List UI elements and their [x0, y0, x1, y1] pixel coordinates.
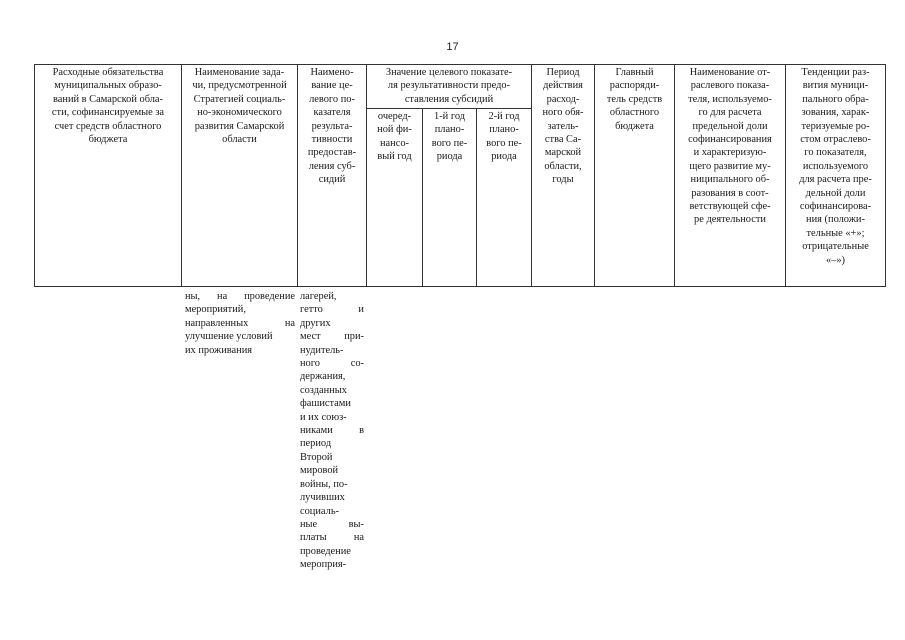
header-line: вития муници- — [802, 80, 869, 92]
continuation-task-text — [185, 290, 295, 357]
header-line: ной фи- — [377, 124, 412, 136]
continuation-line: войны, по- — [300, 478, 348, 490]
header-line: ваний в Самарской обла- — [53, 93, 163, 105]
header-line: ре деятельности — [694, 214, 766, 226]
continuation-line: улучшение условий — [185, 331, 273, 343]
header-line: Период — [546, 67, 580, 78]
header-line: левого по- — [309, 93, 355, 105]
header-line: для расчета пре- — [799, 174, 872, 186]
header-line: дельной доли — [805, 187, 866, 199]
header-line: вого пе- — [431, 137, 468, 149]
header-line: Наимено- — [310, 67, 354, 78]
continuation-line: социаль- — [300, 505, 340, 517]
continuation-line: держания, — [300, 371, 346, 383]
header-line: ства Са- — [544, 134, 582, 146]
header-line: расход- — [546, 93, 580, 105]
header-line: Значение целевого показате- — [385, 67, 513, 78]
header-line: области — [222, 134, 257, 146]
header-validity-period — [532, 65, 594, 188]
header-line: Главный — [615, 67, 654, 78]
header-task-name — [182, 65, 297, 147]
header-expense-obligations — [35, 65, 181, 147]
header-line: но-экономического — [197, 107, 282, 119]
header-indicator-value-group — [367, 65, 531, 107]
continuation-line: мероприятий, — [185, 304, 246, 316]
header-line: затель- — [547, 120, 579, 132]
header-line: муниципальных образо- — [54, 80, 162, 92]
header-line: ния (положи- — [806, 214, 865, 226]
header-line: вание це- — [311, 80, 353, 92]
header-line: очеред- — [377, 111, 412, 122]
header-line: ниципального об- — [690, 174, 770, 186]
header-line: зования, харак- — [801, 107, 870, 119]
header-line: сти, софинансируемые за — [51, 107, 165, 119]
header-line: раслевого показа- — [690, 80, 770, 92]
header-line: ставления субсидий — [404, 93, 494, 105]
header-line: бюджета — [615, 120, 654, 132]
header-line: используемого — [802, 160, 869, 172]
header-line: риода — [436, 151, 463, 163]
header-line: щего развитие му- — [689, 160, 771, 172]
header-line: марской — [544, 147, 582, 159]
header-line: и характеризую- — [693, 147, 767, 159]
header-plan-year-1 — [423, 109, 476, 165]
header-line: годы — [552, 174, 574, 186]
continuation-line: период — [300, 438, 332, 450]
continuation-line: никами в — [300, 425, 364, 437]
header-line: счет средств областного — [54, 120, 162, 132]
continuation-line: мировой — [300, 465, 339, 477]
header-line: области, — [544, 160, 582, 172]
header-line: результа- — [311, 120, 353, 132]
header-line: стом отраслево- — [800, 134, 871, 146]
header-line: нансо- — [379, 137, 409, 149]
header-development-trends — [786, 65, 885, 268]
header-line: Стратегией социаль- — [193, 93, 286, 105]
header-line: отрицательные — [802, 241, 869, 253]
header-line: Расходные обязательства — [52, 67, 164, 78]
header-line: Наименование от- — [689, 67, 771, 78]
header-line: распоряди- — [609, 80, 660, 92]
header-line: го для расчета — [698, 107, 762, 119]
header-line: развития Самарской — [194, 120, 285, 132]
header-line: предельной доли — [692, 120, 768, 132]
header-line: 1-й год — [434, 111, 465, 122]
header-line: 2-й год — [488, 111, 520, 122]
header-current-year — [367, 109, 422, 165]
table-bottom-border — [34, 286, 886, 287]
header-line: тельные «+»; — [806, 227, 865, 239]
header-line: ления суб- — [308, 160, 356, 172]
continuation-line: направленных на — [185, 317, 295, 329]
header-line: бюджета — [88, 134, 128, 146]
header-line: ля результативности предо- — [387, 80, 511, 92]
header-line: Наименование зада- — [194, 67, 285, 78]
header-line: чи, предусмотренной — [192, 80, 287, 92]
header-line: го показателя, — [804, 147, 867, 159]
header-line: риода — [491, 151, 517, 163]
continuation-line: нудитель- — [300, 344, 344, 356]
header-line: тивности — [311, 134, 353, 146]
page-number: 17 — [446, 41, 459, 53]
header-line: софинансирования — [688, 134, 772, 146]
header-line: вый год — [377, 151, 412, 163]
header-line: софинансирова- — [799, 201, 872, 213]
header-line: разования в соот- — [691, 187, 769, 199]
header-line: казателя — [313, 107, 351, 119]
table-right-border — [885, 64, 886, 287]
header-line: вого пе- — [486, 137, 522, 149]
continuation-line: лагерей, — [300, 291, 337, 302]
header-line: предостав- — [307, 147, 357, 159]
header-sector-indicator — [675, 65, 785, 228]
continuation-line: других — [300, 317, 331, 329]
header-line: Тенденции раз- — [801, 67, 870, 78]
header-line: ветствующей сфе- — [689, 201, 771, 213]
header-line: областного — [609, 107, 660, 119]
header-line: плано- — [489, 124, 519, 136]
header-line: теризуемые ро- — [801, 120, 870, 132]
header-line: «–») — [825, 254, 846, 266]
header-line: плано- — [434, 124, 465, 136]
continuation-line: платы на — [300, 532, 364, 544]
header-line: ного обя- — [542, 107, 584, 119]
header-chief-administrator — [595, 65, 674, 134]
continuation-line: фашистами — [300, 398, 351, 410]
header-line: сидий — [318, 174, 346, 186]
header-line: тель средств — [606, 93, 663, 105]
continuation-line: проведение — [300, 545, 351, 557]
continuation-line: мероприя- — [300, 559, 347, 571]
continuation-line: ные вы- — [300, 518, 364, 530]
continuation-line: ны, на проведение — [185, 291, 295, 302]
continuation-line: мест при- — [300, 331, 364, 343]
continuation-line: гетто и — [300, 304, 364, 316]
continuation-line: созданных — [300, 384, 347, 396]
continuation-line: лучивших — [300, 492, 345, 504]
header-line: действия — [543, 80, 583, 92]
header-plan-year-2 — [477, 109, 531, 165]
continuation-indicator-text — [300, 290, 364, 572]
continuation-line: и их союз- — [300, 411, 347, 423]
continuation-line: ного со- — [300, 358, 364, 370]
continuation-line: их проживания — [185, 344, 253, 356]
continuation-line: Второй — [300, 451, 333, 463]
header-line: теля, используемо- — [688, 93, 772, 105]
header-line: пального обра- — [802, 93, 869, 105]
header-indicator-name — [298, 65, 366, 188]
